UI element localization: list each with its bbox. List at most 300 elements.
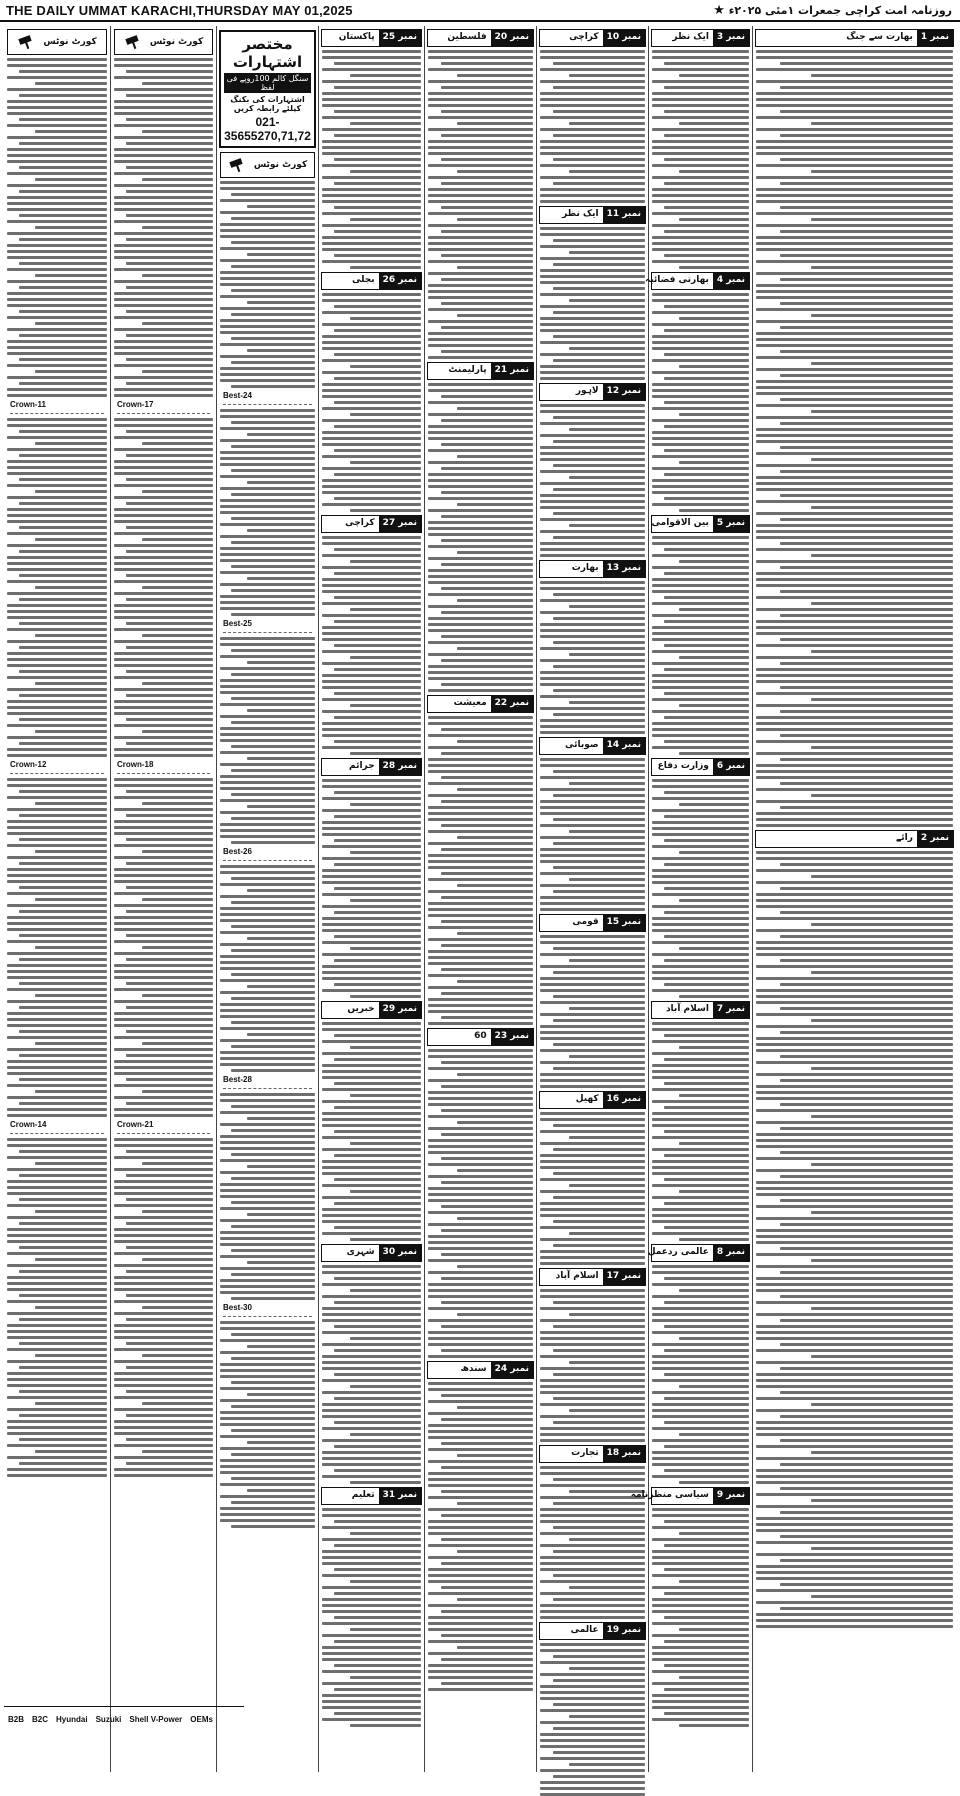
headline-number: نمبر 14 (603, 738, 645, 754)
text-line (652, 80, 749, 83)
text-line (756, 308, 953, 311)
text-line (652, 1508, 749, 1511)
text-line (756, 1601, 953, 1604)
text-line (428, 497, 533, 500)
text-line (540, 623, 645, 626)
text-line (114, 1084, 213, 1087)
text-line (664, 182, 749, 185)
text-line (114, 298, 213, 301)
text-line (756, 824, 953, 827)
text-line (540, 725, 645, 728)
text-line (428, 1622, 533, 1625)
text-line (114, 1372, 213, 1375)
text-line (569, 74, 645, 77)
text-line (756, 752, 953, 755)
text-line (35, 1042, 107, 1045)
text-line (756, 1109, 953, 1112)
text-line (428, 1295, 533, 1298)
text-line (428, 962, 533, 965)
text-line (220, 607, 315, 610)
text-line (231, 817, 315, 820)
text-line (457, 740, 533, 743)
text-line (540, 152, 645, 155)
text-line (7, 196, 107, 199)
text-line (114, 796, 213, 799)
text-line (652, 1574, 749, 1577)
text-line (220, 715, 315, 718)
text-line (441, 230, 533, 233)
article-body (652, 1265, 749, 1484)
text-line (569, 122, 645, 125)
text-line (126, 814, 213, 817)
text-line (334, 1445, 421, 1448)
text-line (553, 1148, 645, 1151)
text-line (126, 838, 213, 841)
text-line (540, 758, 645, 761)
text-line (231, 877, 315, 880)
text-line (652, 1088, 749, 1091)
text-line (114, 112, 213, 115)
masthead-urdu-date: روزنامہ امت کراچی جمعرات ۱مئی ۲۰۲۵ء (728, 4, 952, 17)
text-line (679, 1238, 749, 1241)
text-line (126, 1150, 213, 1153)
text-line (231, 337, 315, 340)
text-line (457, 218, 533, 221)
text-line (756, 680, 953, 683)
text-line (322, 722, 421, 725)
text-line (114, 688, 213, 691)
text-line (664, 62, 749, 65)
text-line (428, 818, 533, 821)
text-line (428, 782, 533, 785)
text-line (19, 214, 107, 217)
text-line (322, 152, 421, 155)
text-line (756, 1265, 953, 1268)
text-line (441, 1109, 533, 1112)
text-line (322, 977, 421, 980)
text-line (428, 413, 533, 416)
article-body (652, 1508, 749, 1727)
text-line (7, 88, 107, 91)
text-line (540, 446, 645, 449)
text-line (457, 551, 533, 554)
text-line (114, 544, 213, 547)
text-line (441, 419, 533, 422)
text-line (441, 824, 533, 827)
text-line (664, 1373, 749, 1376)
text-line (126, 1390, 213, 1393)
text-line (220, 1003, 315, 1006)
text-line (540, 677, 645, 680)
text-line (126, 622, 213, 625)
text-line (553, 947, 645, 950)
text-line (652, 383, 749, 386)
text-line (428, 1484, 533, 1487)
text-line (114, 892, 213, 895)
headline-title: بھارتی فضائیہ (644, 275, 709, 285)
text-line (126, 1366, 213, 1369)
text-line (322, 917, 421, 920)
text-line (19, 1150, 107, 1153)
text-line (540, 164, 645, 167)
text-line (322, 128, 421, 131)
text-line (142, 1402, 213, 1405)
text-line (540, 1343, 645, 1346)
text-line (247, 1213, 315, 1216)
text-line (780, 686, 953, 689)
text-line (231, 973, 315, 976)
text-line (322, 989, 421, 992)
text-line (114, 436, 213, 439)
text-line (441, 467, 533, 470)
article-body (322, 1022, 421, 1241)
text-line (540, 1250, 645, 1253)
text-line (428, 296, 533, 299)
text-line (540, 542, 645, 545)
text-line (756, 332, 953, 335)
text-line (114, 952, 213, 955)
text-line (756, 1433, 953, 1436)
notice-tag: Crown-21 (117, 1120, 154, 1129)
text-line (652, 1166, 749, 1169)
text-line (652, 50, 749, 53)
text-line (553, 1526, 645, 1529)
text-line (19, 1174, 107, 1177)
headline-number: نمبر 1 (917, 30, 953, 46)
text-line (553, 866, 645, 869)
text-line (428, 902, 533, 905)
text-line (114, 1168, 213, 1171)
text-line (811, 1259, 953, 1262)
text-line (428, 290, 533, 293)
text-line (457, 836, 533, 839)
text-line (428, 224, 533, 227)
text-line (756, 1133, 953, 1136)
text-line (664, 1154, 749, 1157)
text-line (231, 697, 315, 700)
text-line (322, 389, 421, 392)
text-line (652, 965, 749, 968)
text-line (114, 856, 213, 859)
article-body (428, 1382, 533, 1691)
article-body (322, 779, 421, 998)
article-body (540, 1112, 645, 1265)
text-line (652, 1670, 749, 1673)
text-line (428, 974, 533, 977)
text-line (220, 1135, 315, 1138)
text-line (679, 752, 749, 755)
text-line (652, 929, 749, 932)
text-line (114, 1444, 213, 1447)
text-line (322, 146, 421, 149)
text-line (126, 286, 213, 289)
text-line (19, 838, 107, 841)
text-line (322, 236, 421, 239)
text-line (350, 1385, 421, 1388)
text-line (540, 233, 645, 236)
text-line (540, 1208, 645, 1211)
text-line (19, 1294, 107, 1297)
text-line (540, 353, 645, 356)
text-line (652, 809, 749, 812)
text-line (428, 1271, 533, 1274)
text-line (540, 1661, 645, 1664)
text-line (457, 980, 533, 983)
text-line (428, 200, 533, 203)
text-line (322, 1331, 421, 1334)
text-line (334, 1520, 421, 1523)
text-line (652, 1040, 749, 1043)
headline-number: نمبر 9 (713, 1488, 749, 1504)
text-line (334, 1688, 421, 1691)
text-line (322, 680, 421, 683)
text-line (553, 335, 645, 338)
text-line (540, 1592, 645, 1595)
text-line (540, 1337, 645, 1340)
text-line (7, 1012, 107, 1015)
text-line (756, 644, 953, 647)
headline-title: سیاسی منظرنامہ (630, 1490, 709, 1500)
text-line (428, 758, 533, 761)
text-line (350, 1481, 421, 1484)
text-line (322, 1148, 421, 1151)
text-line (441, 1229, 533, 1232)
text-line (7, 1180, 107, 1183)
text-line (7, 1156, 107, 1159)
text-line (441, 302, 533, 305)
text-line (780, 1223, 953, 1226)
headline-title: لاہور (575, 386, 599, 396)
article-body (540, 404, 645, 557)
text-line (334, 548, 421, 551)
text-line (7, 988, 107, 991)
text-line (220, 1471, 315, 1474)
text-line (247, 757, 315, 760)
text-line (679, 995, 749, 998)
text-line (553, 1397, 645, 1400)
text-line (756, 1205, 953, 1208)
text-line (652, 455, 749, 458)
text-line (428, 1382, 533, 1385)
text-line (220, 1189, 315, 1192)
text-line (231, 949, 315, 952)
headline-box (651, 758, 750, 776)
text-line (756, 1181, 953, 1184)
text-line (780, 1343, 953, 1346)
text-line (540, 1130, 645, 1133)
text-line (652, 542, 749, 545)
text-line (540, 365, 645, 368)
text-line (7, 280, 107, 283)
text-line (756, 1409, 953, 1412)
text-line (114, 556, 213, 559)
text-line (780, 806, 953, 809)
text-line (220, 1009, 315, 1012)
text-line (350, 1190, 421, 1193)
article-body (540, 1289, 645, 1442)
text-line (652, 869, 749, 872)
text-line (540, 1013, 645, 1016)
divider (117, 413, 210, 414)
text-line (322, 293, 421, 296)
text-line (756, 851, 953, 854)
text-line (441, 491, 533, 494)
text-line (540, 146, 645, 149)
text-line (231, 565, 315, 568)
text-line (664, 1301, 749, 1304)
text-line (652, 335, 749, 338)
text-line (441, 1634, 533, 1637)
text-line (220, 1057, 315, 1060)
text-line (756, 1301, 953, 1304)
text-line (126, 1246, 213, 1249)
text-line (780, 758, 953, 761)
text-line (679, 608, 749, 611)
text-line (126, 262, 213, 265)
text-line (19, 358, 107, 361)
text-line (756, 1277, 953, 1280)
text-line (7, 856, 107, 859)
text-line (756, 1289, 953, 1292)
text-line (428, 1664, 533, 1667)
text-line (247, 529, 315, 532)
text-line (756, 1379, 953, 1382)
text-line (220, 547, 315, 550)
text-line (231, 589, 315, 592)
text-line (780, 62, 953, 65)
text-line (569, 347, 645, 350)
text-line (569, 1136, 645, 1139)
text-line (428, 842, 533, 845)
text-line (553, 1550, 645, 1553)
text-line (756, 1121, 953, 1124)
text-line (231, 745, 315, 748)
text-line (322, 1196, 421, 1199)
text-line (35, 130, 107, 133)
text-line (7, 874, 107, 877)
text-line (126, 574, 213, 577)
headline-number: نمبر 18 (603, 1446, 645, 1462)
text-line (652, 437, 749, 440)
text-line (19, 790, 107, 793)
text-line (652, 1514, 749, 1517)
text-line (114, 808, 213, 811)
text-line (334, 62, 421, 65)
text-line (540, 671, 645, 674)
text-line (679, 899, 749, 902)
text-line (220, 223, 315, 226)
text-line (220, 505, 315, 508)
text-line (322, 1313, 421, 1316)
text-line (441, 1490, 533, 1493)
text-line (220, 1339, 315, 1342)
text-line (114, 208, 213, 211)
text-line (322, 734, 421, 737)
text-line (220, 475, 315, 478)
text-line (35, 946, 107, 949)
text-line (553, 1727, 645, 1730)
text-line (334, 1226, 421, 1229)
text-line (540, 1118, 645, 1121)
text-line (553, 593, 645, 596)
headline-box (427, 1028, 534, 1046)
text-line (540, 707, 645, 710)
text-line (540, 1514, 645, 1517)
text-line (322, 1514, 421, 1517)
notice-tag: Crown-14 (10, 1120, 47, 1129)
text-line (540, 494, 645, 497)
text-line (756, 128, 953, 131)
text-line (7, 1456, 107, 1459)
text-line (756, 1619, 953, 1622)
text-line (553, 617, 645, 620)
text-line (756, 881, 953, 884)
text-line (247, 577, 315, 580)
text-line (322, 971, 421, 974)
text-line (652, 662, 749, 665)
text-line (334, 1034, 421, 1037)
text-line (569, 605, 645, 608)
text-line (322, 212, 421, 215)
text-line (114, 778, 213, 781)
text-line (142, 370, 213, 373)
text-line (220, 181, 315, 184)
text-line (756, 1589, 953, 1592)
text-line (428, 1460, 533, 1463)
divider (10, 413, 104, 414)
text-line (540, 1568, 645, 1571)
text-line (457, 1169, 533, 1172)
text-line (428, 1430, 533, 1433)
article-body (322, 1508, 421, 1727)
text-line (7, 892, 107, 895)
text-line (553, 359, 645, 362)
text-line (652, 242, 749, 245)
text-line (441, 1610, 533, 1613)
text-line (756, 224, 953, 227)
text-line (457, 266, 533, 269)
text-line (780, 446, 953, 449)
text-line (428, 1448, 533, 1451)
text-line (428, 188, 533, 191)
text-line (114, 592, 213, 595)
text-line (540, 1466, 645, 1469)
text-line (322, 1295, 421, 1298)
text-line (780, 470, 953, 473)
headline-number: نمبر 3 (713, 30, 749, 46)
text-line (756, 1139, 953, 1142)
text-line (457, 455, 533, 458)
text-line (540, 1079, 645, 1082)
text-line (322, 455, 421, 458)
text-line (540, 458, 645, 461)
text-line (334, 1568, 421, 1571)
text-line (540, 1556, 645, 1559)
text-line (664, 1202, 749, 1205)
text-line (780, 959, 953, 962)
text-line (553, 1019, 645, 1022)
text-line (7, 202, 107, 205)
text-line (540, 812, 645, 815)
text-line (811, 1451, 953, 1454)
text-line (35, 634, 107, 637)
text-line (540, 1643, 645, 1646)
text-line (220, 1327, 315, 1330)
text-line (756, 386, 953, 389)
notice-column-b (110, 26, 216, 1772)
text-line (652, 1022, 749, 1025)
text-line (664, 497, 749, 500)
